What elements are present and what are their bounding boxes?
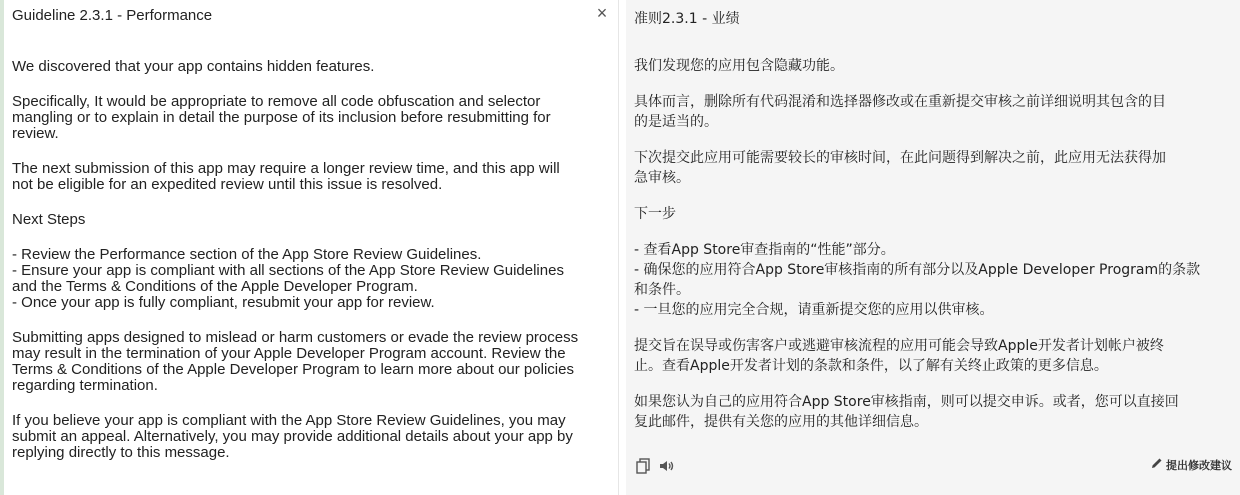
source-title: Guideline 2.3.1 - Performance xyxy=(12,7,213,24)
pane-divider xyxy=(618,0,626,495)
source-paragraph: The next submission of this app may require a longer review time, and this app will not be eligible for an expedited review until this issue is resolved. xyxy=(12,160,560,193)
pencil-icon xyxy=(1151,456,1166,476)
source-paragraph: We discovered that your app contains hidden features. xyxy=(12,58,375,75)
source-text-pane[interactable] xyxy=(4,0,618,495)
source-paragraph: If you believe your app is compliant with the App Store Review Guidelines, you may submit an appeal. Alternatively, you may provide additional details about your app by replying directly to this message. xyxy=(12,412,573,461)
translation-paragraph: 下一步 xyxy=(634,206,676,222)
suggest-edit-label: 提出修改建议 xyxy=(1166,459,1232,472)
suggest-edit-button[interactable] xyxy=(1151,456,1232,476)
close-button[interactable]: × xyxy=(596,3,608,23)
translation-paragraph: 提交旨在误导或伤害客户或逃避审核流程的应用可能会导致Apple开发者计划帐户被终 止。查看Apple开发者计划的条款和条件，以了解有关终止政策的更多信息。 xyxy=(634,338,1164,374)
translation-footer xyxy=(634,456,1232,476)
translation-paragraph: - 查看App Store审查指南的“性能”部分。 - 确保您的应用符合App Store审核指南的所有部分以及Apple Developer Program的条款 和条件。 - 一旦您的应用完全合规，请重新提交您的应用以供审核。 xyxy=(634,242,1201,318)
source-paragraph: Submitting apps designed to mislead or harm customers or evade the review process may result in the termination of your Apple Developer Program account. Review the Terms & Conditions of the Apple Developer Program to learn more about our policies regarding termination. xyxy=(12,329,579,394)
translation-title: 准则2.3.1 - 业绩 xyxy=(634,11,740,27)
translation-paragraph: 下次提交此应用可能需要较长的审核时间，在此问题得到解决之前，此应用无法获得加 急审核。 xyxy=(634,150,1166,186)
source-paragraph: Next Steps xyxy=(12,211,86,228)
speaker-icon[interactable] xyxy=(658,457,676,475)
translation-paragraph: 具体而言，删除所有代码混淆和选择器修改或在重新提交审核之前详细说明其包含的目 的是适当的。 xyxy=(634,94,1166,130)
translation-pane xyxy=(626,0,1240,495)
copy-icon[interactable] xyxy=(634,457,652,475)
source-paragraph: Specifically, It would be appropriate to remove all code obfuscation and selector mangling or to explain in detail the purpose of its inclusion before resubmitting for review. xyxy=(12,93,551,142)
source-paragraph: - Review the Performance section of the App Store Review Guidelines. - Ensure your app is compliant with all sections of the App Store Review Guidelines and the Terms & Conditions of the Apple Developer Program. - Once your app is fully compliant, resubmit your app for review. xyxy=(12,246,564,311)
translation-paragraph: 如果您认为自己的应用符合App Store审核指南，则可以提交申诉。或者，您可以直接回 复此邮件，提供有关您的应用的其他详细信息。 xyxy=(634,394,1179,430)
translation-paragraph: 我们发现您的应用包含隐藏功能。 xyxy=(634,58,844,74)
